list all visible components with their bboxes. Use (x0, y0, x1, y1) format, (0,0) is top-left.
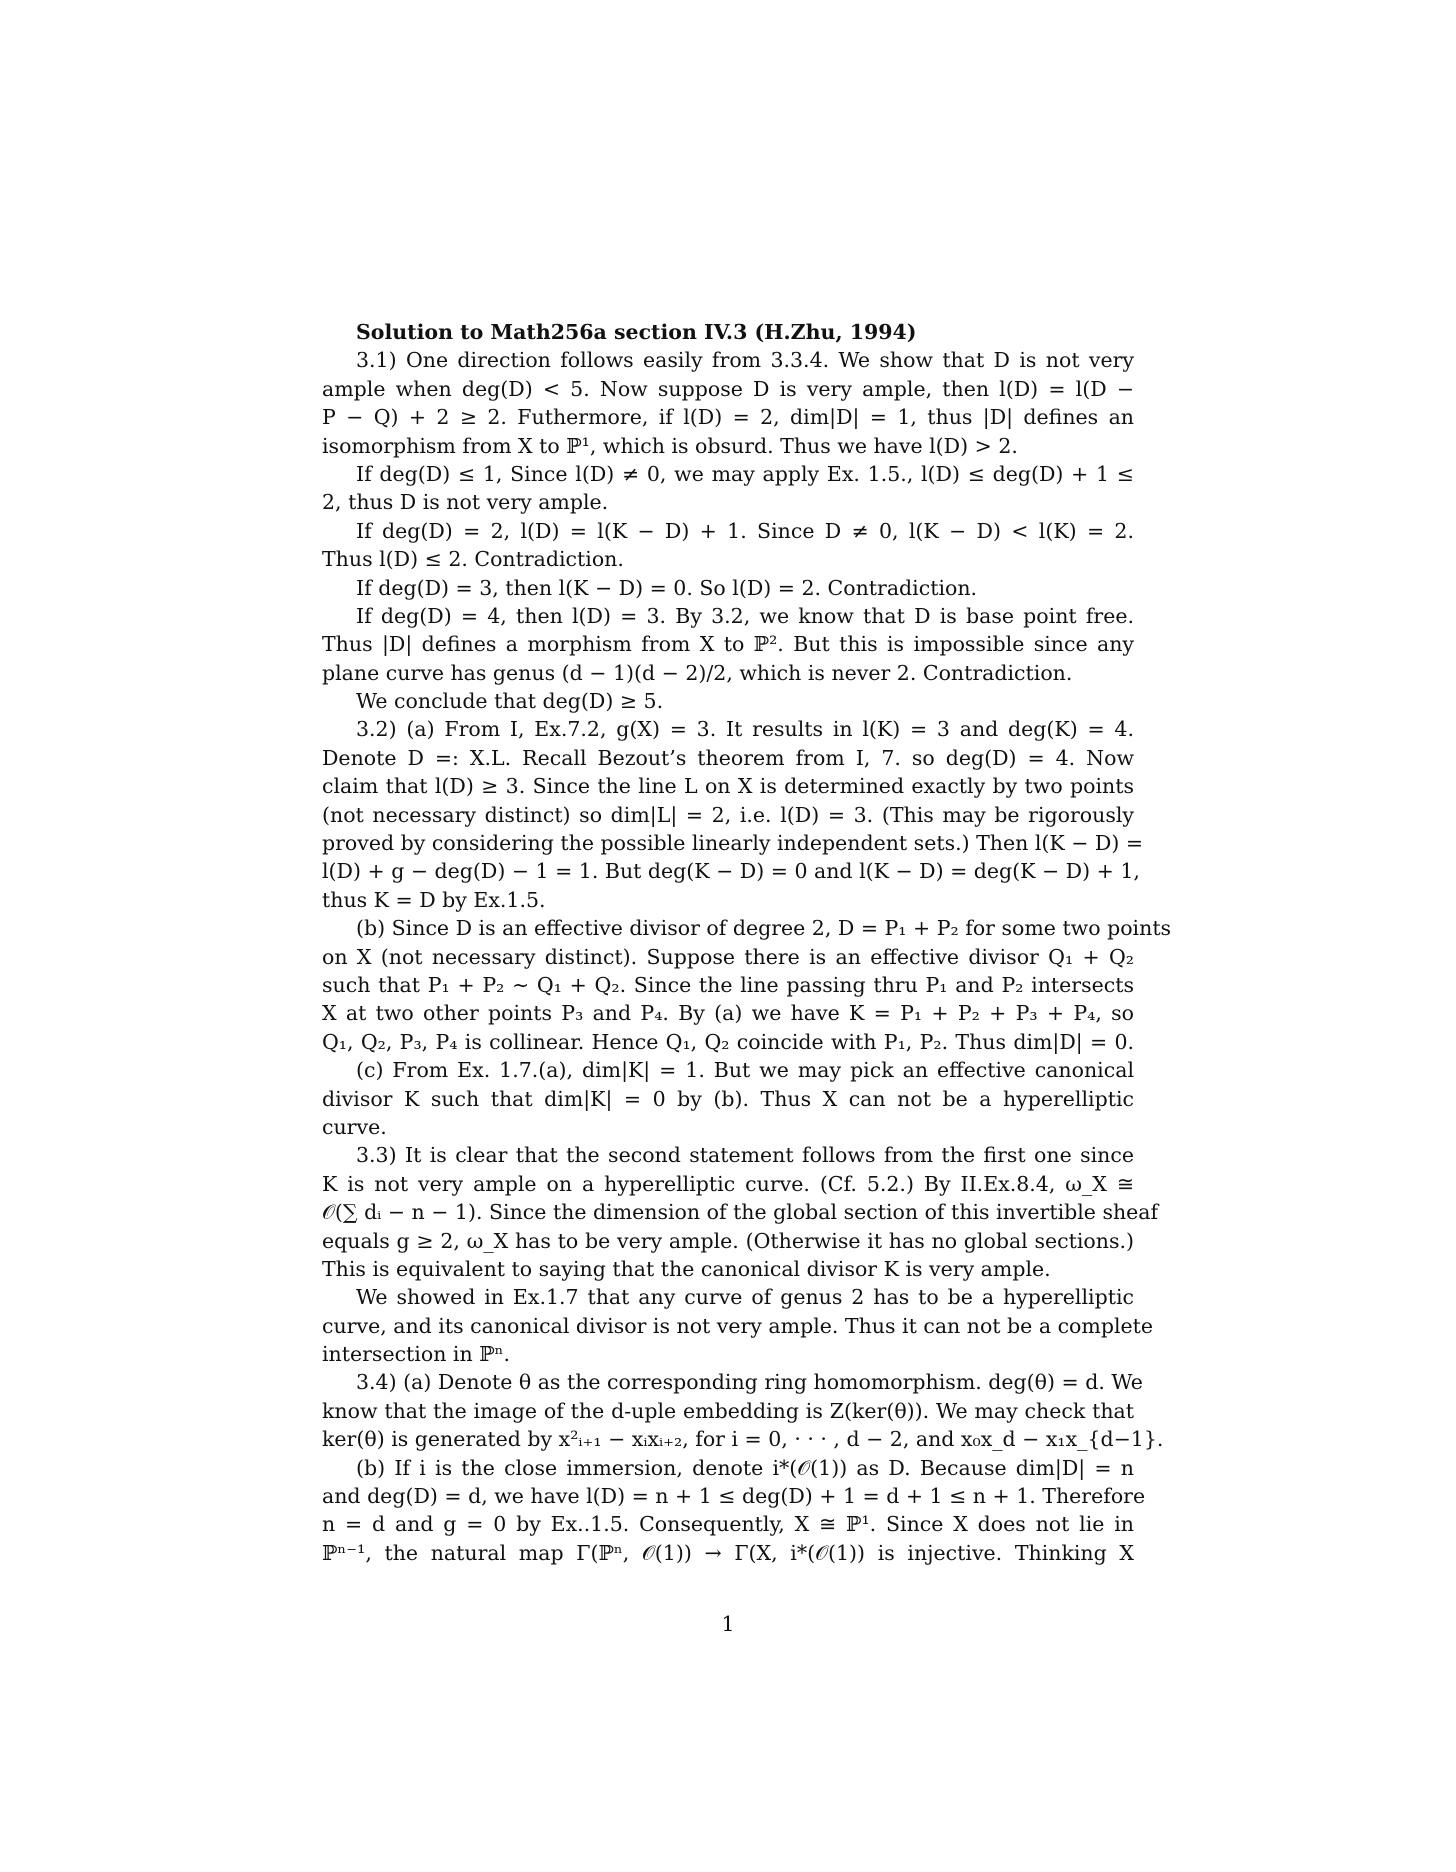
text-line: ample when deg(D) < 5. Now suppose D is very ample, then l(D) = l(D − (322, 376, 1134, 401)
text-line: 3.3) It is clear that the second statement follows from the first one since (356, 1143, 1134, 1168)
text-line: Q₁, Q₂, P₃, P₄ is collinear. Hence Q₁, Q₂ coincide with P₁, P₂. Thus dim|D| = 0. (322, 1029, 1134, 1054)
text-line: 3.4) (a) Denote θ as the corresponding ring homomorphism. deg(θ) = d. We (356, 1370, 1143, 1395)
document-title: Solution to Math256a section IV.3 (H.Zhu, 1994) (356, 320, 917, 344)
text-line: know that the image of the d-uple embedding is Z(ker(θ)). We may check that (322, 1398, 1134, 1423)
text-line: (b) If i is the close immersion, denote i*(𝒪(1)) as D. Because dim|D| = n (356, 1455, 1134, 1480)
text-line: If deg(D) ≤ 1, Since l(D) ≠ 0, we may apply Ex. 1.5., l(D) ≤ deg(D) + 1 ≤ (356, 461, 1134, 486)
text-line: If deg(D) = 2, l(D) = l(K − D) + 1. Since D ≠ 0, l(K − D) < l(K) = 2. (356, 518, 1134, 543)
text-line: Denote D =: X.L. Recall Bezout’s theorem from I, 7. so deg(D) = 4. Now (322, 745, 1134, 770)
text-line: 2, thus D is not very ample. (322, 490, 609, 515)
text-line: divisor K such that dim|K| = 0 by (b). Thus X can not be a hyperelliptic (322, 1086, 1134, 1111)
text-line: ker(θ) is generated by x²ᵢ₊₁ − xᵢxᵢ₊₂, for i = 0, · · · , d − 2, and x₀x_d − x₁x_{d−1}. (322, 1427, 1164, 1452)
text-line: plane curve has genus (d − 1)(d − 2)/2, which is never 2. Contradiction. (322, 660, 1073, 685)
text-line: intersection in ℙⁿ. (322, 1342, 510, 1367)
body-text (322, 318, 1172, 1567)
text-line: isomorphism from X to ℙ¹, which is obsurd. Thus we have l(D) > 2. (322, 433, 1018, 458)
text-line: (b) Since D is an effective divisor of degree 2, D = P₁ + P₂ for some two points (356, 916, 1172, 941)
text-line: l(D) + g − deg(D) − 1 = 1. But deg(K − D) = 0 and l(K − D) = deg(K − D) + 1, (322, 859, 1140, 884)
text-line: 3.2) (a) From I, Ex.7.2, g(X) = 3. It results in l(K) = 3 and deg(K) = 4. (356, 717, 1134, 742)
text-line: We conclude that deg(D) ≥ 5. (356, 689, 664, 714)
text-line: If deg(D) = 4, then l(D) = 3. By 3.2, we know that D is base point free. (356, 603, 1134, 628)
text-line: Thus |D| defines a morphism from X to ℙ². But this is impossible since any (322, 632, 1134, 657)
page-number: 1 (721, 1612, 735, 1636)
text-line: We showed in Ex.1.7 that any curve of genus 2 has to be a hyperelliptic (356, 1285, 1134, 1310)
text-line: (not necessary distinct) so dim|L| = 2, i.e. l(D) = 3. (This may be rigorously (322, 802, 1134, 827)
text-line: X at two other points P₃ and P₄. By (a) we have K = P₁ + P₂ + P₃ + P₄, so (322, 1001, 1134, 1026)
text-line: equals g ≥ 2, ω_X has to be very ample. (Otherwise it has no global sections.) (322, 1228, 1134, 1253)
text-line: Thus l(D) ≤ 2. Contradiction. (322, 547, 624, 572)
text-line: If deg(D) = 3, then l(K − D) = 0. So l(D) = 2. Contradiction. (356, 575, 978, 600)
text-line: P − Q) + 2 ≥ 2. Futhermore, if l(D) = 2, dim|D| = 1, thus |D| defines an (322, 405, 1134, 430)
text-lines (322, 346, 1172, 1567)
text-line: 3.1) One direction follows easily from 3.3.4. We show that D is not very (356, 348, 1134, 373)
text-line: 𝒪(∑ dᵢ − n − 1). Since the dimension of the global section of this invertible sheaf (322, 1200, 1159, 1225)
text-line: (c) From Ex. 1.7.(a), dim|K| = 1. But we may pick an effective canonical (356, 1058, 1134, 1083)
text-line: and deg(D) = d, we have l(D) = n + 1 ≤ deg(D) + 1 = d + 1 ≤ n + 1. Therefore (322, 1484, 1146, 1509)
text-line: This is equivalent to saying that the canonical divisor K is very ample. (322, 1256, 1051, 1281)
text-line: curve, and its canonical divisor is not very ample. Thus it can not be a complete (322, 1313, 1154, 1338)
text-line: proved by considering the possible linearly independent sets.) Then l(K − D) = (322, 831, 1144, 856)
text-line: on X (not necessary distinct). Suppose there is an effective divisor Q₁ + Q₂ (322, 944, 1134, 969)
text-line: ℙⁿ⁻¹, the natural map Γ(ℙⁿ, 𝒪(1)) → Γ(X, i*(𝒪(1)) is injective. Thinking X (322, 1540, 1134, 1565)
text-line: claim that l(D) ≥ 3. Since the line L on X is determined exactly by two points (322, 774, 1134, 799)
text-line: curve. (322, 1114, 387, 1139)
text-line: such that P₁ + P₂ ∼ Q₁ + Q₂. Since the line passing thru P₁ and P₂ intersects (322, 972, 1134, 997)
text-line: thus K = D by Ex.1.5. (322, 887, 546, 912)
text-line: n = d and g = 0 by Ex..1.5. Consequently, X ≅ ℙ¹. Since X does not lie in (322, 1512, 1134, 1537)
text-line: K is not very ample on a hyperelliptic curve. (Cf. 5.2.) By II.Ex.8.4, ω_X ≅ (322, 1171, 1134, 1196)
